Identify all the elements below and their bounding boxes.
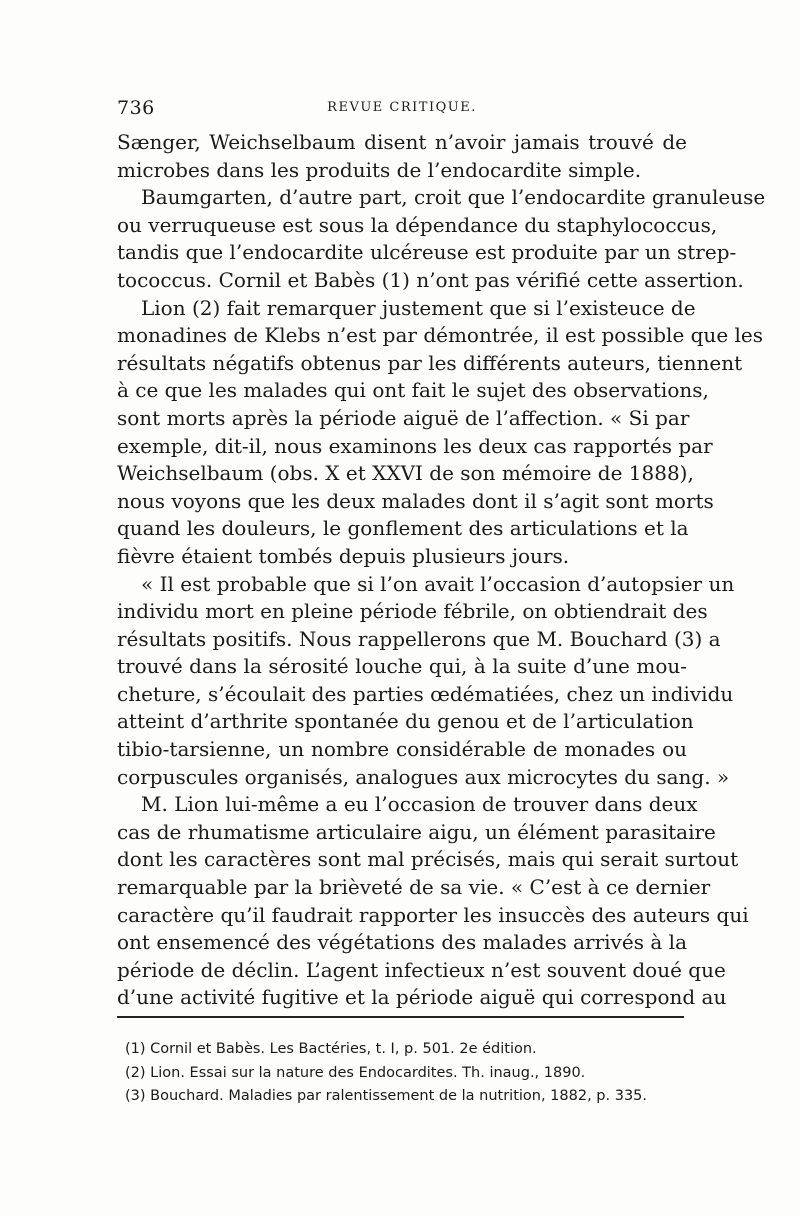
text-line: trouvé dans la sérosité louche qui, à la suite d’une mou- [117, 654, 687, 679]
footnote-2: (2) Lion. Essai sur la nature des Endocardites. Th. inaug., 1890. [125, 1064, 586, 1081]
text-line: nous voyons que les deux malades dont il s’agit sont morts [117, 488, 714, 513]
text-line: tibio-tarsienne, un nombre considérable de monades ou [117, 737, 687, 762]
text-line: tococcus. Cornil et Babès (1) n’ont pas vérifié cette assertion. [117, 267, 744, 292]
text-line: Lion (2) fait remarquer justement que si l’existeuce de [141, 295, 696, 320]
text-line: Weichselbaum (obs. X et XXVI de son mémoire de 1888), [117, 461, 694, 486]
footnote-1: (1) Cornil et Babès. Les Bactéries, t. I, p. 501. 2e édition. [125, 1041, 537, 1057]
text-line: caractère qu’il faudrait rapporter les insuccès des auteurs qui [117, 902, 749, 927]
text-line: sont morts après la période aiguë de l’affection. « Si par [117, 405, 690, 430]
text-line: remarquable par la brièveté de sa vie. « C’est à ce dernier [117, 875, 711, 900]
body-text [117, 129, 766, 1012]
text-line: « Il est probable que si l’on avait l’occasion d’autopsier un [141, 571, 735, 596]
footnote-divider [117, 1016, 684, 1018]
text-line: d’une activité fugitive et la période aiguë qui correspond au [117, 985, 727, 1010]
text-line: période de déclin. L’agent infectieux n’est souvent doué que [117, 957, 726, 982]
text-line: résultats négatifs obtenus par les différents auteurs, tiennent [117, 350, 743, 375]
text-line: exemple, dit-il, nous examinons les deux cas rapportés par [117, 433, 713, 458]
text-line: corpuscules organisés, analogues aux microcytes du sang. » [117, 764, 730, 789]
page-number: 736 [117, 97, 155, 119]
text-line: ont ensemencé des végétations des malades arrivés à la [117, 930, 687, 955]
running-head [117, 97, 687, 123]
text-line: résultats positifs. Nous rappellerons que M. Bouchard (3) a [117, 626, 721, 651]
text-line: fièvre étaient tombés depuis plusieurs jours. [117, 543, 570, 568]
text-line: quand les douleurs, le gonflement des articulations et la [117, 516, 689, 541]
text-line: à ce que les malades qui ont fait le sujet des observations, [117, 378, 709, 403]
text-line: ou verruqueuse est sous la dépendance du staphylococcus, [117, 212, 718, 237]
text-line: cas de rhumatisme articulaire aigu, un élément parasitaire [117, 819, 716, 844]
text-line: M. Lion lui-même a eu l’occasion de trouver dans deux [141, 792, 698, 817]
text-line: tandis que l’endocardite ulcéreuse est produite par un strep- [117, 240, 737, 265]
text-line: Baumgarten, d’autre part, croit que l’endocardite granuleuse [141, 185, 766, 210]
text-line: atteint d’arthrite spontanée du genou et de l’articulation [117, 709, 694, 734]
text-line: monadines de Klebs n’est par démontrée, il est possible que les [117, 323, 764, 348]
running-title: REVUE CRITIQUE. [327, 100, 477, 115]
text-line: microbes dans les produits de l’endocardite simple. [117, 157, 642, 182]
footnotes [125, 1038, 685, 1109]
text-line: Sænger, Weichselbaum disent n’avoir jamais trouvé de [117, 130, 687, 154]
text-line: dont les caractères sont mal précisés, mais qui serait surtout [117, 847, 739, 872]
text-line: individu mort en pleine période fébrile, on obtiendrait des [117, 599, 708, 624]
text-line: cheture, s’écoulait des parties œdématiées, chez un individu [117, 681, 734, 706]
footnote-3: (3) Bouchard. Maladies par ralentissement de la nutrition, 1882, p. 335. [125, 1088, 648, 1104]
